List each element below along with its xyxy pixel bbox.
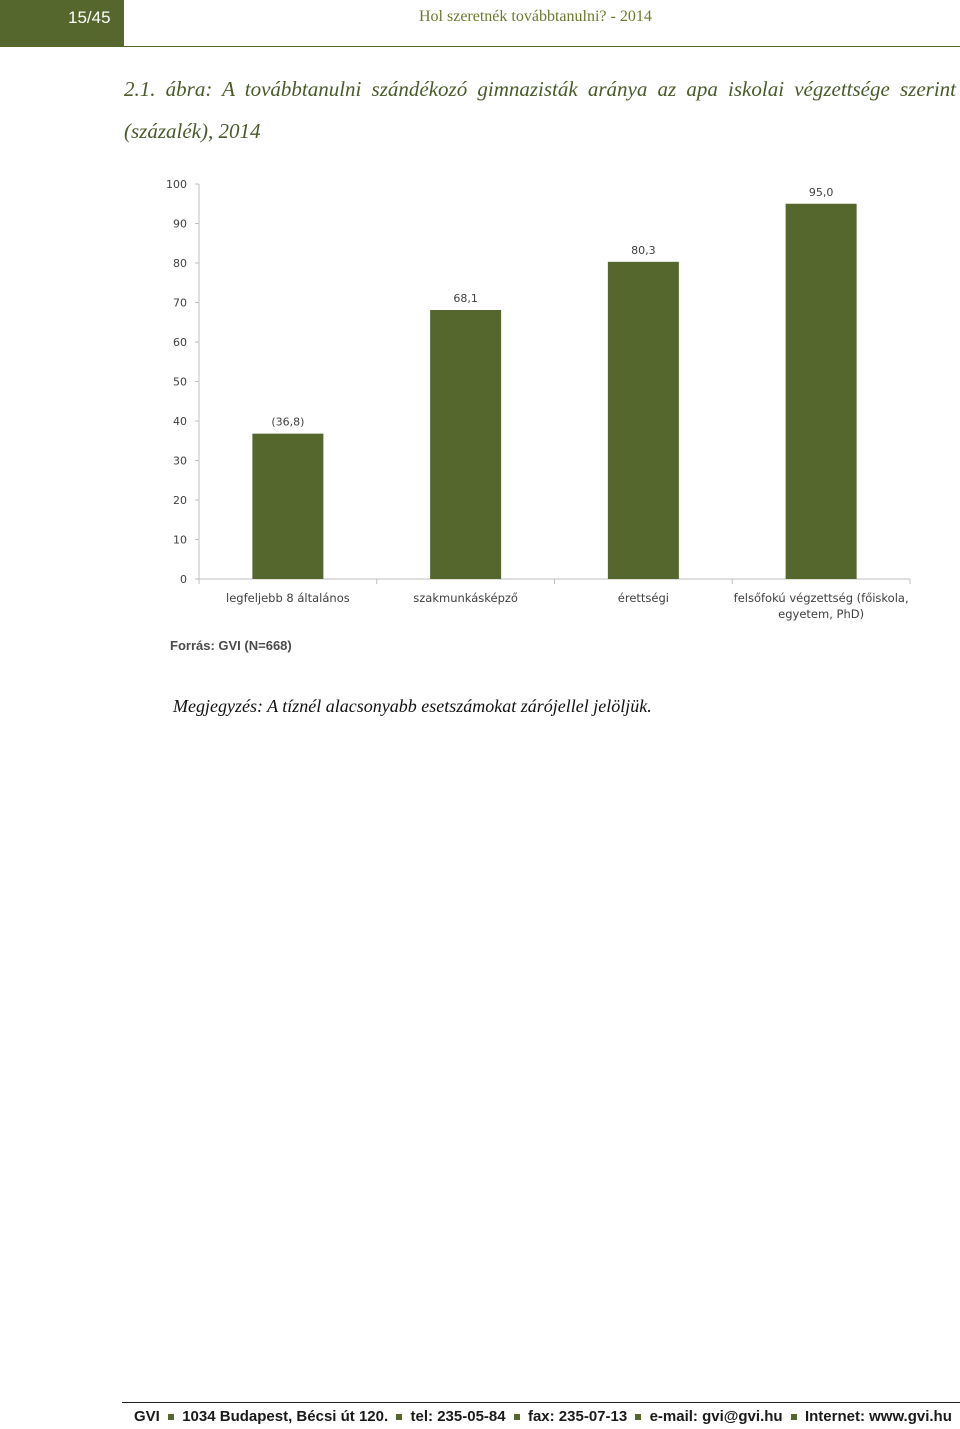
- category-label: szakmunkásképző: [413, 591, 518, 605]
- y-tick-label: 10: [173, 533, 187, 547]
- footer-separator-icon: [396, 1414, 402, 1420]
- y-tick-label: 0: [180, 573, 187, 586]
- bar: [430, 310, 501, 579]
- bar: [252, 434, 323, 579]
- footer-org: GVI: [134, 1408, 160, 1425]
- y-tick-label: 100: [166, 178, 187, 191]
- data-label: 68,1: [453, 292, 478, 306]
- footer-separator-icon: [168, 1414, 174, 1420]
- y-tick-label: 20: [173, 494, 187, 507]
- bar: [608, 262, 679, 579]
- footer-separator-icon: [635, 1414, 641, 1420]
- footer-email: e-mail: gvi@gvi.hu: [649, 1408, 783, 1425]
- data-label: (36,8): [271, 415, 305, 429]
- footer-separator-icon: [791, 1414, 797, 1420]
- page-number: 15/45: [68, 8, 111, 27]
- bar: [786, 204, 857, 579]
- y-tick-label: 70: [173, 296, 187, 310]
- bar-chart: [0, 0, 960, 640]
- data-label: 80,3: [631, 243, 656, 257]
- y-tick-label: 30: [173, 454, 187, 468]
- footer-address: 1034 Budapest, Bécsi út 120.: [182, 1408, 389, 1425]
- footer-fax: fax: 235-07-13: [527, 1408, 628, 1425]
- category-label: érettségi: [617, 591, 669, 605]
- footer-contact-line: [134, 1408, 952, 1425]
- category-label: legfeljebb 8 általános: [226, 591, 350, 605]
- category-label: felsőfokú végzettség (főiskola, egyetem, PhD): [733, 591, 909, 621]
- y-tick-label: 50: [173, 375, 187, 389]
- y-tick-label: 90: [173, 217, 187, 231]
- running-header-title: Hol szeretnék továbbtanulni? - 2014: [419, 8, 652, 25]
- y-tick-label: 60: [173, 336, 187, 349]
- data-label: 95,0: [808, 185, 834, 199]
- source-note: Forrás: GVI (N=668): [170, 638, 292, 653]
- footer-website: Internet: www.gvi.hu: [804, 1408, 952, 1425]
- footnote: Megjegyzés: A tíznél alacsonyabb esetszámokat zárójellel jelöljük.: [173, 696, 652, 716]
- figure-caption: 2.1. ábra: A továbbtanulni szándékozó gimnazisták aránya az apa iskolai végzettsége szerint (százalék), 2014: [124, 77, 956, 143]
- y-tick-label: 80: [173, 257, 187, 270]
- footer-rule: [122, 1402, 960, 1403]
- footer-separator-icon: [514, 1414, 520, 1420]
- y-tick-label: 40: [173, 415, 187, 428]
- footer-phone: tel: 235-05-84: [410, 1408, 506, 1425]
